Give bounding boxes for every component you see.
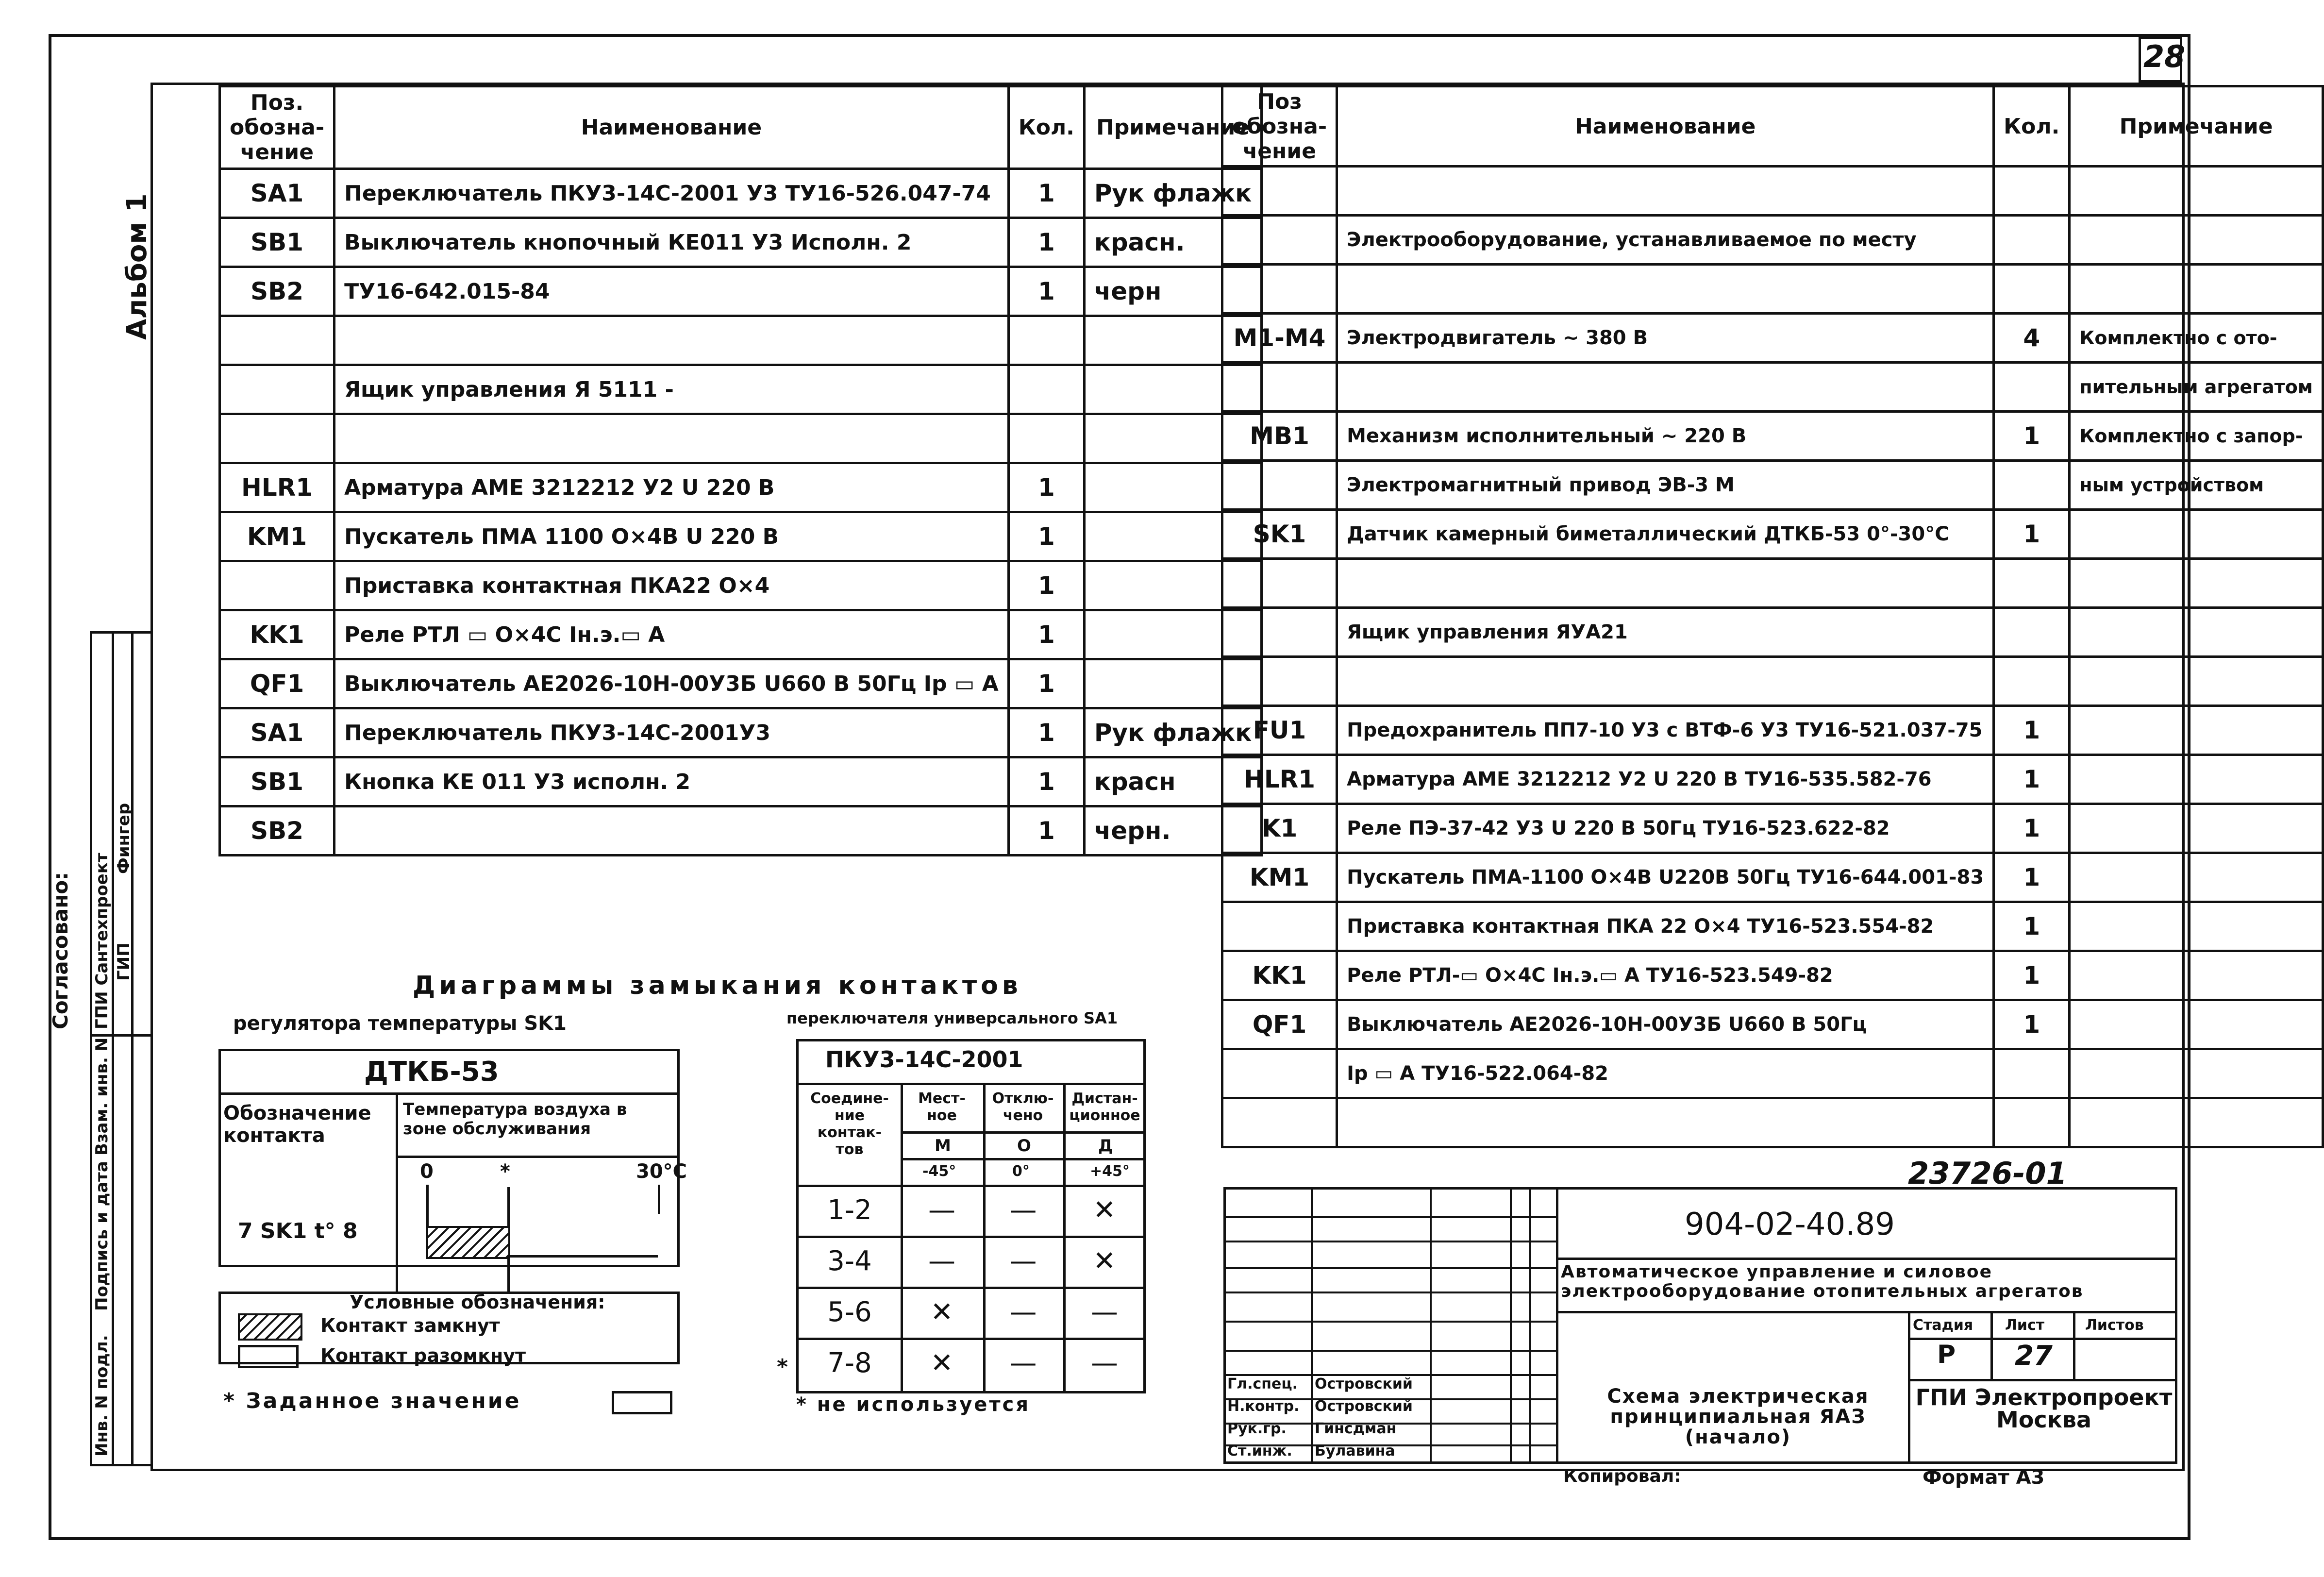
cell-note xyxy=(2070,951,2323,1000)
sa-cell-o: — xyxy=(1009,1347,1037,1379)
doc-code: 904-02-40.89 xyxy=(1685,1207,1895,1242)
sk-line xyxy=(396,1092,398,1292)
cell-name: Пускатель ПМА 1100 О×4В U 220 В xyxy=(334,512,1009,561)
sheets-label: Листов xyxy=(2085,1317,2144,1334)
table-header-row xyxy=(220,86,1262,169)
side-stamp-col: ГПИ Сантехпроект xyxy=(92,853,112,1029)
table-row xyxy=(220,659,1262,708)
not-used-note: * не используется xyxy=(796,1393,1031,1416)
sa-star: * xyxy=(777,1355,788,1379)
cell-pos xyxy=(220,316,334,365)
cell-pos xyxy=(220,561,334,610)
table-row xyxy=(1222,510,2323,559)
sa-sub-d: Д xyxy=(1098,1136,1113,1156)
sa-cell-c: 7-8 xyxy=(827,1347,872,1379)
cell-note xyxy=(2070,510,2323,559)
cell-qty xyxy=(1008,365,1084,414)
cell-note: черн. xyxy=(1084,806,1261,856)
side-stamp-field: Взам. инв. N xyxy=(92,1037,112,1156)
sk-subtitle: регулятора температуры SK1 xyxy=(233,1012,567,1035)
cell-pos: HLR1 xyxy=(1222,755,1337,804)
sa-header-conn: Соедине- ние контак- тов xyxy=(810,1090,889,1158)
sa-angle: 0° xyxy=(1012,1163,1030,1180)
cell-qty: 1 xyxy=(1008,169,1084,218)
table-row xyxy=(220,806,1262,856)
sk-col2: Температура воздуха в зоне обслуживания xyxy=(403,1100,627,1139)
cell-qty: 1 xyxy=(1008,757,1084,806)
cell-name: Ящик управления Я 5111 - xyxy=(334,365,1009,414)
cell-pos: SB2 xyxy=(220,806,334,856)
sa-line xyxy=(796,1287,1146,1289)
cell-qty xyxy=(1994,461,2070,510)
table-row xyxy=(220,561,1262,610)
cell-qty xyxy=(1994,608,2070,657)
legend-closed-icon xyxy=(238,1313,302,1341)
cell-name: ТУ16-642.015-84 xyxy=(334,267,1009,316)
sa-angle: +45° xyxy=(1090,1163,1130,1180)
project-title: Автоматическое управление и силовое электрооборудование отопительных агрегатов xyxy=(1561,1262,2084,1301)
cell-name: Кнопка КЕ 011 У3 исполн. 2 xyxy=(334,757,1009,806)
cell-qty: 1 xyxy=(1994,412,2070,461)
side-stamp-field: Подпись и дата xyxy=(92,1161,112,1311)
cell-name: Арматура АМЕ 3212212 У2 U 220 В ТУ16-535.582-76 xyxy=(1337,755,1994,804)
table-row xyxy=(1222,461,2323,510)
sa-sub-o: О xyxy=(1017,1136,1031,1156)
table-row xyxy=(1222,363,2323,412)
cell-qty: 1 xyxy=(1008,708,1084,757)
cell-pos xyxy=(1222,657,1337,706)
cell-name: Переключатель ПКУ3-14С-2001У3 xyxy=(334,708,1009,757)
inv-number: 23726-01 xyxy=(1908,1156,2067,1191)
cell-pos: KM1 xyxy=(220,512,334,561)
sa-line xyxy=(983,1083,986,1393)
cell-pos: SA1 xyxy=(220,708,334,757)
tb-grid-line xyxy=(1510,1187,1512,1464)
cell-name: Датчик камерный биметаллический ДТКБ-53 0°-30°С xyxy=(1337,510,1994,559)
cell-pos xyxy=(220,365,334,414)
sa-cell-m: ✕ xyxy=(930,1296,953,1328)
stage-value: Р xyxy=(1937,1340,1956,1369)
tb-grid-line xyxy=(1311,1187,1313,1464)
table-row xyxy=(220,708,1262,757)
tb-grid-line xyxy=(1529,1187,1531,1464)
cell-note xyxy=(2070,265,2323,314)
table-row xyxy=(1222,902,2323,951)
sa-cell-o: — xyxy=(1009,1245,1037,1277)
table-row xyxy=(1222,1000,2323,1049)
sa-line xyxy=(796,1236,1146,1238)
tb-line xyxy=(1990,1311,1993,1379)
cell-qty: 1 xyxy=(1994,510,2070,559)
table-row xyxy=(220,463,1262,512)
header-qty: Кол. xyxy=(1994,86,2070,167)
cell-pos: KK1 xyxy=(220,610,334,659)
cell-pos: KK1 xyxy=(1222,951,1337,1000)
sk-closed-bar xyxy=(426,1226,510,1259)
table-row xyxy=(1222,1098,2323,1147)
cell-name xyxy=(334,414,1009,463)
tb-grid-line xyxy=(1223,1241,1556,1242)
cell-name xyxy=(1337,167,1994,216)
role-name: Островский xyxy=(1315,1398,1413,1415)
cell-qty: 1 xyxy=(1994,951,2070,1000)
cell-pos: HLR1 xyxy=(220,463,334,512)
table-row xyxy=(1222,706,2323,755)
cell-note xyxy=(2070,804,2323,853)
cell-pos: QF1 xyxy=(220,659,334,708)
cell-pos: QF1 xyxy=(1222,1000,1337,1049)
side-stamp-field: Инв. N подл. xyxy=(92,1335,112,1457)
header-note: Примечание xyxy=(1084,86,1261,169)
table-row xyxy=(1222,167,2323,216)
sa-table-title: ПКУ3-14С-2001 xyxy=(825,1046,1023,1073)
cell-name: Iр ▭ А ТУ16-522.064-82 xyxy=(1337,1049,1994,1098)
cell-name: Электромагнитный привод ЭВ-3 М xyxy=(1337,461,1994,510)
cell-note xyxy=(2070,1000,2323,1049)
sheet-label: Лист xyxy=(2005,1317,2045,1334)
cell-note xyxy=(2070,755,2323,804)
sa-cell-m: — xyxy=(928,1194,955,1226)
sk-tick xyxy=(658,1185,660,1214)
cell-name: Выключатель АЕ2026-10Н-00У3Б U660 В 50Гц Iр ▭ А xyxy=(334,659,1009,708)
table-row xyxy=(220,316,1262,365)
cell-name xyxy=(1337,1098,1994,1147)
tb-grid-line xyxy=(1223,1267,1556,1269)
cell-qty xyxy=(1994,363,2070,412)
sa-line xyxy=(901,1131,1146,1134)
header-name: Наименование xyxy=(334,86,1009,169)
sa-header-remote: Дистан- ционное xyxy=(1069,1090,1140,1124)
table-row xyxy=(1222,1049,2323,1098)
cell-qty: 1 xyxy=(1008,806,1084,856)
cell-note xyxy=(2070,216,2323,265)
cell-note xyxy=(2070,657,2323,706)
sa-cell-o: — xyxy=(1009,1194,1037,1226)
tb-line xyxy=(2073,1311,2075,1379)
sk-line xyxy=(396,1156,680,1158)
table-row xyxy=(1222,951,2323,1000)
cell-qty: 1 xyxy=(1008,659,1084,708)
tb-grid-line xyxy=(1223,1350,1556,1352)
cell-pos: SB1 xyxy=(220,218,334,267)
cell-pos xyxy=(1222,216,1337,265)
cell-qty: 1 xyxy=(1994,1000,2070,1049)
cell-pos xyxy=(1222,363,1337,412)
cell-name xyxy=(1337,657,1994,706)
cell-note xyxy=(2070,608,2323,657)
cell-qty: 1 xyxy=(1008,463,1084,512)
tb-line xyxy=(1908,1379,2177,1381)
header-name: Наименование xyxy=(1337,86,1994,167)
cell-pos xyxy=(1222,265,1337,314)
copied-label: Копировал: xyxy=(1563,1466,1681,1486)
table-row xyxy=(1222,608,2323,657)
cell-qty: 1 xyxy=(1994,706,2070,755)
sa-line xyxy=(901,1158,1146,1160)
cell-pos: K1 xyxy=(1222,804,1337,853)
header-qty: Кол. xyxy=(1008,86,1084,169)
tb-line xyxy=(1556,1258,2177,1260)
sk-scale-0: 0 xyxy=(420,1160,434,1183)
cell-pos xyxy=(220,414,334,463)
cell-note xyxy=(2070,1049,2323,1098)
sheet-value: 27 xyxy=(2015,1340,2053,1372)
table-row xyxy=(1222,559,2323,608)
table-row xyxy=(220,414,1262,463)
sk-open-line xyxy=(507,1255,658,1258)
side-stamp-line xyxy=(131,631,134,1466)
tb-line xyxy=(1908,1311,1910,1464)
cell-pos: M1-M4 xyxy=(1222,314,1337,363)
role-label: Н.контр. xyxy=(1227,1398,1300,1415)
tb-grid-line xyxy=(1223,1292,1556,1293)
table-row xyxy=(220,512,1262,561)
cell-qty: 1 xyxy=(1008,267,1084,316)
sa-cell-o: — xyxy=(1009,1296,1037,1328)
tb-line xyxy=(1556,1187,1558,1464)
cell-name: Переключатель ПКУ3-14С-2001 У3 ТУ16-526.047-74 xyxy=(334,169,1009,218)
sa-line xyxy=(796,1185,1146,1187)
table-row xyxy=(220,365,1262,414)
cell-note xyxy=(2070,167,2323,216)
cell-name: Арматура АМЕ 3212212 У2 U 220 В xyxy=(334,463,1009,512)
diagrams-title: Диаграммы замыкания контактов xyxy=(413,971,1022,1000)
cell-note xyxy=(2070,706,2323,755)
table-header-row xyxy=(1222,86,2323,167)
table-row xyxy=(220,757,1262,806)
cell-name: Выключатель кнопочный КЕ011 У3 Исполн. 2 xyxy=(334,218,1009,267)
side-stamp-col: ГИП xyxy=(114,942,134,981)
side-stamp-line xyxy=(112,631,114,1466)
cell-qty: 1 xyxy=(1008,610,1084,659)
set-value-box xyxy=(612,1391,672,1414)
cell-pos: MB1 xyxy=(1222,412,1337,461)
sa-cell-m: — xyxy=(928,1245,955,1277)
cell-qty xyxy=(1994,265,2070,314)
sheet-number: 28 xyxy=(2143,39,2186,74)
cell-name xyxy=(1337,363,1994,412)
cell-name xyxy=(334,316,1009,365)
sk-scale-mid: * xyxy=(500,1160,510,1183)
format-label: Формат А3 xyxy=(1923,1466,2045,1489)
cell-pos: SA1 xyxy=(220,169,334,218)
sa-cell-d: — xyxy=(1091,1296,1118,1328)
sa-cell-c: 3-4 xyxy=(827,1245,872,1277)
cell-qty xyxy=(1994,559,2070,608)
cell-pos xyxy=(1222,1049,1337,1098)
sa-cell-d: ✕ xyxy=(1093,1245,1116,1277)
cell-pos: KM1 xyxy=(1222,853,1337,902)
cell-note: Рук флажк xyxy=(1084,169,1261,218)
album-label: Альбом 1 xyxy=(121,193,153,340)
sa-cell-d: — xyxy=(1091,1347,1118,1379)
table-row xyxy=(1222,657,2323,706)
cell-qty: 1 xyxy=(1008,512,1084,561)
sa-cell-c: 5-6 xyxy=(827,1296,872,1328)
cell-name xyxy=(1337,265,1994,314)
table-row xyxy=(1222,314,2323,363)
cell-qty xyxy=(1994,1098,2070,1147)
sa-cell-d: ✕ xyxy=(1093,1194,1116,1226)
cell-name: Ящик управления ЯУА21 xyxy=(1337,608,1994,657)
cell-qty xyxy=(1008,414,1084,463)
role-name: Островский xyxy=(1315,1376,1413,1392)
cell-note xyxy=(2070,853,2323,902)
cell-qty: 1 xyxy=(1008,218,1084,267)
cell-qty: 1 xyxy=(1994,902,2070,951)
cell-name: Приставка контактная ПКА22 О×4 xyxy=(334,561,1009,610)
sk-line xyxy=(218,1092,680,1095)
cell-note: черн xyxy=(1084,267,1261,316)
header-pos: Поз. обозна- чение xyxy=(220,86,334,169)
cell-name: Реле РТЛ ▭ О×4С Iн.э.▭ А xyxy=(334,610,1009,659)
cell-pos xyxy=(1222,559,1337,608)
legend-title: Условные обозначения: xyxy=(350,1292,605,1313)
table-row xyxy=(220,169,1262,218)
sa-header-local: Мест- ное xyxy=(918,1090,966,1124)
cell-name: Пускатель ПМА-1100 О×4В U220В 50Гц ТУ16-644.001-83 xyxy=(1337,853,1994,902)
role-name: Булавина xyxy=(1315,1443,1395,1460)
cell-qty: 1 xyxy=(1008,561,1084,610)
cell-qty xyxy=(1994,216,2070,265)
cell-pos: SB1 xyxy=(220,757,334,806)
legend-open-icon xyxy=(238,1345,299,1368)
cell-note: Комплектно с ото- xyxy=(2070,314,2323,363)
role-label: Рук.гр. xyxy=(1227,1420,1287,1437)
cell-qty xyxy=(1994,657,2070,706)
cell-note xyxy=(2070,1098,2323,1147)
cell-qty: 1 xyxy=(1994,755,2070,804)
sheet-title: Схема электрическая принципиальная ЯАЗ (начало) xyxy=(1607,1385,1869,1448)
sa-line xyxy=(796,1083,1146,1085)
side-stamp-line xyxy=(90,1034,153,1037)
table-row xyxy=(1222,755,2323,804)
sa-cell-m: ✕ xyxy=(930,1347,953,1379)
stage-label: Стадия xyxy=(1913,1317,1973,1334)
sk-col1: Обозначение контакта xyxy=(223,1102,371,1147)
cell-name: Электрооборудование, устанавливаемое по месту xyxy=(1337,216,1994,265)
left-spec-table xyxy=(218,85,1263,856)
cell-pos: SK1 xyxy=(1222,510,1337,559)
role-name: Гинсдман xyxy=(1315,1420,1397,1437)
header-note: Примечание xyxy=(2070,86,2323,167)
cell-pos xyxy=(1222,167,1337,216)
cell-qty: 1 xyxy=(1994,804,2070,853)
cell-qty xyxy=(1994,167,2070,216)
cell-note xyxy=(2070,559,2323,608)
side-stamp-col: Фингер xyxy=(114,803,134,874)
table-row xyxy=(220,218,1262,267)
cell-pos xyxy=(1222,1098,1337,1147)
tb-grid-line xyxy=(1223,1321,1556,1323)
cell-name: Реле ПЭ-37-42 У3 U 220 В 50Гц ТУ16-523.622-82 xyxy=(1337,804,1994,853)
sk-table-title: ДТКБ-53 xyxy=(364,1056,499,1088)
sa-header-off: Отклю- чено xyxy=(992,1090,1054,1124)
legend-open: Контакт разомкнут xyxy=(320,1345,526,1366)
sa-cell-c: 1-2 xyxy=(827,1194,872,1226)
sa-line xyxy=(1063,1083,1066,1393)
sa-subtitle: переключателя универсального SA1 xyxy=(786,1009,1118,1027)
cell-qty: 1 xyxy=(1994,853,2070,902)
cell-note: красн xyxy=(1084,757,1261,806)
tb-grid-line xyxy=(1430,1187,1432,1464)
header-pos: Поз обозна- чение xyxy=(1222,86,1337,167)
cell-pos xyxy=(1222,608,1337,657)
sa-line xyxy=(796,1338,1146,1340)
cell-name: Электродвигатель ~ 380 В xyxy=(1337,314,1994,363)
role-label: Гл.спец. xyxy=(1227,1376,1298,1392)
tb-line xyxy=(1556,1311,2177,1313)
cell-pos: SB2 xyxy=(220,267,334,316)
sa-line xyxy=(901,1083,903,1393)
cell-note: Рук флажк xyxy=(1084,708,1261,757)
legend-closed: Контакт замкнут xyxy=(320,1315,500,1336)
cell-name: Приставка контактная ПКА 22 О×4 ТУ16-523.554-82 xyxy=(1337,902,1994,951)
cell-note: Комплектно с запор- xyxy=(2070,412,2323,461)
table-row xyxy=(1222,216,2323,265)
sa-angle: -45° xyxy=(922,1163,956,1180)
cell-qty: 4 xyxy=(1994,314,2070,363)
table-row xyxy=(220,610,1262,659)
cell-name: Выключатель АЕ2026-10Н-00У3Б U660 В 50Гц xyxy=(1337,1000,1994,1049)
org: ГПИ Электропроект Москва xyxy=(1915,1384,2173,1433)
cell-qty xyxy=(1994,1049,2070,1098)
cell-note: красн. xyxy=(1084,218,1261,267)
cell-note xyxy=(2070,902,2323,951)
side-stamp-agreed: Согласовано: xyxy=(49,872,72,1029)
table-row xyxy=(1222,853,2323,902)
cell-name: Реле РТЛ-▭ О×4С Iн.э.▭ А ТУ16-523.549-82 xyxy=(1337,951,1994,1000)
cell-qty xyxy=(1008,316,1084,365)
cell-note: ным устройством xyxy=(2070,461,2323,510)
cell-name: Механизм исполнительный ~ 220 В xyxy=(1337,412,1994,461)
table-row xyxy=(1222,804,2323,853)
sk-contact: 7 SK1 t° 8 xyxy=(238,1219,358,1243)
cell-name xyxy=(334,806,1009,856)
table-row xyxy=(1222,265,2323,314)
sk-scale-30: 30°С xyxy=(636,1160,687,1183)
set-value-note: * Заданное значение xyxy=(223,1389,521,1413)
right-spec-table xyxy=(1221,85,2324,1148)
cell-note: пительным агрегатом xyxy=(2070,363,2323,412)
cell-name xyxy=(1337,559,1994,608)
table-row xyxy=(1222,412,2323,461)
cell-name: Предохранитель ПП7-10 У3 с ВТФ-6 У3 ТУ16-521.037-75 xyxy=(1337,706,1994,755)
table-row xyxy=(220,267,1262,316)
sa-sub-m: М xyxy=(935,1136,951,1156)
role-label: Ст.инж. xyxy=(1227,1443,1292,1460)
tb-grid-line xyxy=(1223,1216,1556,1218)
cell-pos: FU1 xyxy=(1222,706,1337,755)
cell-pos xyxy=(1222,461,1337,510)
cell-pos xyxy=(1222,902,1337,951)
